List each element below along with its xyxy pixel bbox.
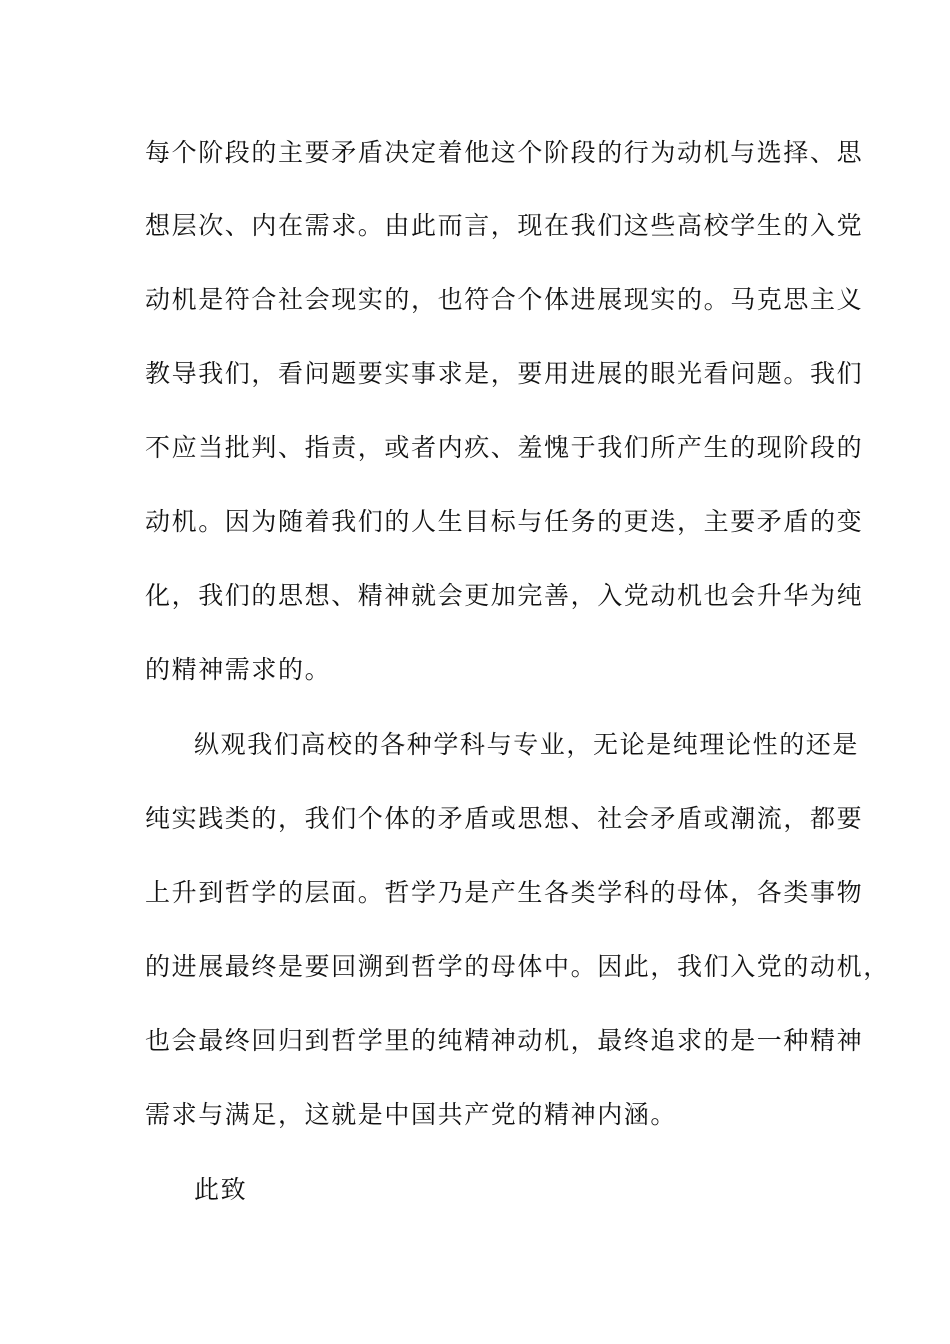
text-line: 需求与满足，这就是中国共产党的精神内涵。 <box>145 1100 678 1129</box>
text-line: 的精神需求的。 <box>145 655 332 684</box>
text-line: 不应当批判、指责，或者内疚、羞愧于我们所产生的现阶段的 <box>145 433 864 462</box>
text-line: 上升到哲学的层面。哲学乃是产生各类学科的母体，各类事物 <box>145 878 864 907</box>
text-line: 化，我们的思想、精神就会更加完善，入党动机也会升华为纯 <box>145 581 864 610</box>
paragraph-start-line: 纵观我们高校的各种学科与专业，无论是纯理论性的还是 <box>194 730 860 759</box>
text-line: 教导我们，看问题要实事求是，要用进展的眼光看问题。我们 <box>145 359 864 388</box>
text-line: 也会最终回归到哲学里的纯精神动机，最终追求的是一种精神 <box>145 1026 864 1055</box>
text-line: 每个阶段的主要矛盾决定着他这个阶段的行为动机与选择、思 <box>145 138 864 167</box>
closing-salutation: 此致 <box>194 1175 248 1204</box>
text-line: 动机。因为随着我们的人生目标与任务的更迭，主要矛盾的变 <box>145 507 864 536</box>
text-line: 动机是符合社会现实的，也符合个体进展现实的。马克思主义 <box>145 285 864 314</box>
text-line: 想层次、内在需求。由此而言，现在我们这些高校学生的入党 <box>145 211 864 240</box>
text-line: 的进展最终是要回溯到哲学的母体中。因此，我们入党的动机， <box>145 952 890 981</box>
text-line: 纯实践类的，我们个体的矛盾或思想、社会矛盾或潮流，都要 <box>145 804 864 833</box>
